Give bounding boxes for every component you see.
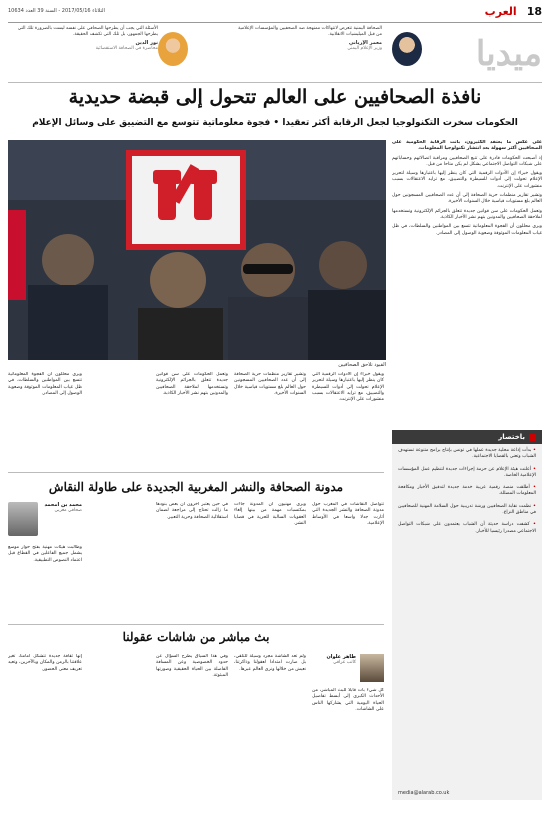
main-story-column-3 <box>156 372 228 467</box>
story2-column-4 <box>8 545 82 622</box>
main-story-paragraph: ويقول خبراء إن الأدوات الرقمية التي كان ينظر إليها باعتبارها وسيلة لتحرير الإعلام تحولت إلى أدوات للسيطرة والتضييق، مع تزايد الاعتقالات بسبب منشورات على الإنترنت. <box>392 171 542 189</box>
story3-author-role: كاتب عراقي <box>333 660 356 665</box>
story-divider-2 <box>8 624 384 625</box>
story2-paragraph: ويرى مهنيون أن المدونة جاءت بمكتسبات مهمة من بينها إلغاء العقوبات السالبة للحرية في قضايا النشر. <box>234 502 306 526</box>
main-photo <box>8 140 386 360</box>
story3-column-2 <box>234 654 306 818</box>
sidebar-title: باختصار <box>498 433 525 441</box>
quote-text-1: الصحافة اليمنية تتعرض لانتهاكات ممنهجة ضد الصحفيين والمؤسسات الإعلامية من قبل الميليشيات الانقلابية. <box>238 26 382 37</box>
main-story-column-2 <box>234 372 306 467</box>
square-bullet-icon <box>529 434 536 441</box>
sidebar-list <box>392 444 542 545</box>
main-story-column-1 <box>312 372 384 467</box>
quote-role-1: وزير الإعلام اليمني <box>347 46 382 51</box>
date-line: الثلاثاء 2017/05/16 - السنة 39 العدد 10634 <box>8 8 105 14</box>
story2-paragraph: تتواصل النقاشات في المغرب حول مدونة الصحافة والنشر الجديدة التي أثارت جدلا واسعا في الأوساط الإعلامية. <box>312 502 384 526</box>
story2-column-2 <box>234 502 306 622</box>
story2-author-photo <box>8 502 38 536</box>
quote-role-2: محاضرة في الصحافة الاستقصائية <box>95 46 158 51</box>
main-story-paragraph: وتعمل الحكومات على سن قوانين جديدة تتعلق بالجرائم الإلكترونية وتستخدمها لملاحقة الصحافيين والمدونين بتهم نشر الأخبار الكاذبة. <box>156 372 228 396</box>
story3-column-4 <box>8 654 82 818</box>
main-story-paragraph: إذ أصبحت الحكومات قادرة على تتبع الصحافيين ومراقبة اتصالاتهم وحساباتهم على شبكات التواصل الاجتماعي بشكل لم يكن متاحا من قبل. <box>392 155 542 167</box>
main-subhead: الحكومات سخرت التكنولوجيا لجعل الرقابة أكثر تعقيدا • فجوة معلوماتية تتوسع مع التضييق على وسائل الإعلام <box>32 118 518 128</box>
story-divider-1 <box>8 472 384 473</box>
story3-paragraph: إنها ثقافة جديدة تتشكل أمامنا، تغير علاقتنا بالزمن والمكان وبالآخرين، وتعيد تعريف معنى الحضور. <box>8 654 82 672</box>
story2-paragraph: وطالبت هيئات مهنية بفتح حوار موسع يشمل جميع الفاعلين في القطاع قبل اعتماد النصوص التطبيقية. <box>8 545 82 563</box>
story3-headline: بث مباشر من شاشات عقولنا <box>122 630 270 644</box>
strip-divider <box>8 82 542 83</box>
main-story-paragraph: ويرى محللون أن الفجوة المعلوماتية تتسع بين المواطنين والسلطات، في ظل غياب المعلومات الموثوقة وصعوبة الوصول إلى المصادر. <box>8 372 82 396</box>
story3-paragraph: ولم تعد الشاشة مجرد وسيلة للتلقي، بل صارت امتدادا لعقولنا وذاكرتنا، نعيش من خلالها ونرى العالم عبرها. <box>234 654 306 672</box>
main-story-column-right <box>392 140 542 410</box>
story3-paragraph: وفي هذا السياق يطرح السؤال عن حدود الخصوصية وعن المسافة الفاصلة بين الحياة الحقيقية وصورتها المبثوثة. <box>156 654 228 678</box>
story2-column-1 <box>312 502 384 622</box>
sidebar-item: • أطلقت منصة رقمية عربية خدمة جديدة لتدقيق الأخبار ومكافحة المعلومات المضللة. <box>398 485 536 498</box>
quote-name-2: نور الدين <box>135 40 158 46</box>
main-story-paragraph: وتشير تقارير منظمات حرية الصحافة إلى أن عدد الصحافيين المسجونين حول العالم بلغ مستويات قياسية خلال السنوات الأخيرة. <box>234 372 306 396</box>
main-story-column-4 <box>8 372 82 467</box>
quote-box-1 <box>232 26 382 52</box>
story2-author-name: محمد بن امحمد <box>44 502 82 508</box>
sidebar-item: • أعلنت هيئة الإعلام عن حزمة إجراءات جديدة لتنظيم عمل المؤسسات الإعلامية الخاصة. <box>398 467 536 480</box>
main-headline: نافذة الصحافيين على العالم تتحول إلى قبضة حديدية <box>68 86 482 108</box>
story3-paragraph: كل شيء بات قابلا للبث المباشر، من الأحداث الكبرى إلى أبسط تفاصيل الحياة اليومية التي يشاركها الناس على الشاشات. <box>312 688 384 712</box>
story2-author <box>8 502 82 536</box>
section-title: ميديا <box>475 34 542 74</box>
story3-column-1 <box>312 688 384 818</box>
photo-caption: القيود تلاحق الصحافيين <box>338 362 386 368</box>
story3-author <box>312 654 384 682</box>
quote-name-1: معمر الإرياني <box>348 40 382 46</box>
quote-text-2: الأسئلة التي يجب أن يطرحها الصحافي على نفسه ليست بالضرورة تلك التي يطرحها الجمهور، بل تلك التي تكشف الحقيقة. <box>17 26 158 37</box>
quote-avatar-1 <box>392 32 422 66</box>
sidebar-header <box>392 430 542 444</box>
story2-author-role: صحافي مغربي <box>54 508 82 513</box>
section-strip <box>8 26 542 78</box>
protest-illustration <box>8 140 386 360</box>
page-number: 18 <box>526 4 542 18</box>
sidebar-item: • كشفت دراسة حديثة أن الشباب يعتمدون على شبكات التواصل الاجتماعي مصدرا رئيسيا للأخبار. <box>398 522 536 535</box>
story2-headline: مدونة الصحافة والنشر المغربية الجديدة على طاولة النقاش <box>48 480 344 494</box>
sidebar-email[interactable]: media@alarab.co.uk <box>398 790 450 796</box>
header-brand-group <box>485 5 542 18</box>
story2-paragraph: في حين يعتبر آخرون أن بعض بنودها ما زالت تحتاج إلى مراجعة لضمان استقلالية الصحافة وحرية التعبير. <box>156 502 228 520</box>
newspaper-logo: العرب <box>484 4 517 18</box>
quote-avatar-2 <box>158 32 188 66</box>
story3-author-photo <box>360 654 384 682</box>
main-story-paragraph: وتشير تقارير منظمات حرية الصحافة إلى أن عدد الصحافيين المسجونين حول العالم بلغ مستويات قياسية خلال السنوات الأخيرة. <box>392 193 542 205</box>
story3-author-name: طاهر علوان <box>326 654 356 660</box>
main-story-paragraph: ويقول خبراء إن الأدوات الرقمية التي كان ينظر إليها باعتبارها وسيلة لتحرير الإعلام تحولت إلى أدوات للسيطرة والتضييق، مع تزايد الاعتقالات بسبب منشورات على الإنترنت. <box>312 372 384 403</box>
main-story-lead: على عكس ما يعتقد الكثيرون، باتت الرقابة الحكومية على الصحافيين أكثر سهولة بعد انتشار تكنولوجيا المعلومات، <box>392 140 542 152</box>
header-divider <box>8 22 542 23</box>
story3-column-3 <box>156 654 228 818</box>
sidebar-item: • بدأت إذاعة محلية جديدة عملها في تونس بإنتاج برامج متنوعة تستهدف الشباب وتعنى بالقضايا الاجتماعية. <box>398 448 536 461</box>
sidebar-item: • نظمت نقابة الصحافيين ورشة تدريبية حول السلامة المهنية للصحافيين في مناطق النزاع. <box>398 504 536 517</box>
page-header <box>0 0 550 22</box>
main-story-paragraph: ويرى محللون أن الفجوة المعلوماتية تتسع بين المواطنين والسلطات، في ظل غياب المعلومات الموثوقة وصعوبة الوصول إلى المصادر. <box>392 224 542 236</box>
story2-column-3 <box>156 502 228 622</box>
main-story-paragraph: وتعمل الحكومات على سن قوانين جديدة تتعلق بالجرائم الإلكترونية وتستخدمها لملاحقة الصحافيين والمدونين بتهم نشر الأخبار الكاذبة. <box>392 208 542 220</box>
quote-box-2 <box>8 26 158 52</box>
news-brief-sidebar <box>392 430 542 800</box>
